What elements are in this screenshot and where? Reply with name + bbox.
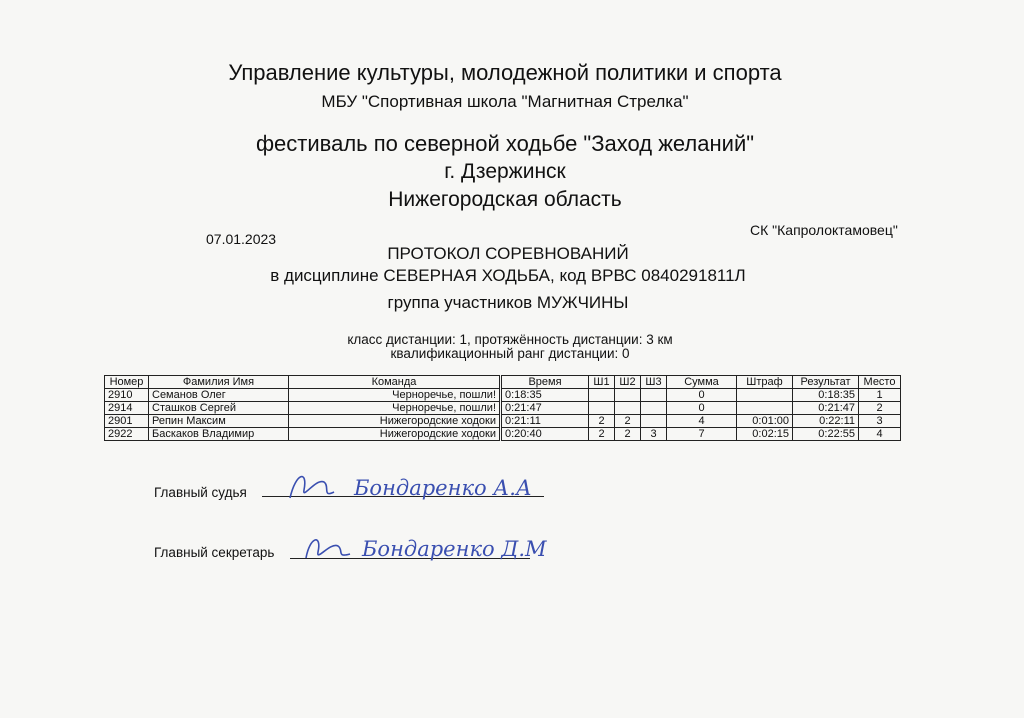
event-venue: СК "Капролоктамовец" xyxy=(750,222,898,238)
cell-penalty-stage-3 xyxy=(641,415,667,428)
cell-penalty-stage-1 xyxy=(589,402,615,415)
cell-penalty-stage-3: 3 xyxy=(641,428,667,441)
cell-fine: 0:02:15 xyxy=(737,428,793,441)
event-title: фестиваль по северной ходьбе "Заход желаний" xyxy=(255,131,755,156)
cell-result: 0:22:55 xyxy=(793,428,859,441)
cell-penalty-stage-2: 2 xyxy=(615,415,641,428)
cell-sum: 7 xyxy=(667,428,737,441)
cell-place: 1 xyxy=(859,389,901,402)
school-name: МБУ "Спортивная школа "Магнитная Стрелка" xyxy=(321,92,689,111)
cell-sum: 4 xyxy=(667,415,737,428)
chief-secretary-signature-text: Бондаренко Д.М xyxy=(362,537,547,561)
col-penalty-stage-3: Ш3 xyxy=(641,376,667,389)
col-name: Фамилия Имя xyxy=(149,376,289,389)
col-time: Время xyxy=(501,376,589,389)
col-place: Место xyxy=(859,376,901,389)
cell-penalty-stage-2 xyxy=(615,402,641,415)
chief-secretary-signature xyxy=(300,528,560,568)
col-penalty-stage-2: Ш2 xyxy=(615,376,641,389)
cell-name: Сташков Сергей xyxy=(149,402,289,415)
cell-fine xyxy=(737,389,793,402)
cell-number: 2901 xyxy=(105,415,149,428)
table-row xyxy=(105,428,901,441)
protocol-title: ПРОТОКОЛ СОРЕВНОВАНИЙ xyxy=(387,244,629,263)
cell-fine xyxy=(737,402,793,415)
col-sum: Сумма xyxy=(667,376,737,389)
cell-penalty-stage-1: 2 xyxy=(589,415,615,428)
chief-judge-signature xyxy=(282,468,572,508)
cell-time: 0:21:11 xyxy=(501,415,589,428)
col-result: Результат xyxy=(793,376,859,389)
cell-result: 0:18:35 xyxy=(793,389,859,402)
col-team: Команда xyxy=(289,376,501,389)
chief-judge-signature-text: Бондаренко А.А xyxy=(354,476,532,500)
cell-number: 2910 xyxy=(105,389,149,402)
table-row xyxy=(105,402,901,415)
cell-penalty-stage-3 xyxy=(641,402,667,415)
cell-sum: 0 xyxy=(667,402,737,415)
cell-team: Нижегородские ходоки xyxy=(289,415,501,428)
cell-team: Нижегородские ходоки xyxy=(289,428,501,441)
cell-number: 2914 xyxy=(105,402,149,415)
cell-name: Семанов Олег xyxy=(149,389,289,402)
protocol-group: группа участников МУЖЧИНЫ xyxy=(387,293,629,312)
cell-team: Черноречье, пошли! xyxy=(289,402,501,415)
cell-penalty-stage-3 xyxy=(641,389,667,402)
chief-judge-label: Главный судья xyxy=(154,485,247,500)
distance-rank: квалификационный ранг дистанции: 0 xyxy=(390,346,630,361)
cell-penalty-stage-1: 2 xyxy=(589,428,615,441)
cell-number: 2922 xyxy=(105,428,149,441)
table-row xyxy=(105,415,901,428)
cell-time: 0:21:47 xyxy=(501,402,589,415)
cell-team: Черноречье, пошли! xyxy=(289,389,501,402)
event-date: 07.01.2023 xyxy=(206,231,277,247)
organization-title: Управление культуры, молодежной политики и спорта xyxy=(228,60,782,85)
col-number: Номер xyxy=(105,376,149,389)
event-region: Нижегородская область xyxy=(388,188,622,211)
cell-penalty-stage-1 xyxy=(589,389,615,402)
table-header-row xyxy=(105,376,901,389)
distance-info: класс дистанции: 1, протяжённость дистанции: 3 км xyxy=(347,332,673,347)
chief-secretary-label: Главный секретарь xyxy=(154,545,275,560)
cell-result: 0:22:11 xyxy=(793,415,859,428)
col-fine: Штраф xyxy=(737,376,793,389)
protocol-discipline: в дисциплине СЕВЕРНАЯ ХОДЬБА, код ВРВС 0840291811Л xyxy=(270,266,746,285)
cell-place: 3 xyxy=(859,415,901,428)
event-city: г. Дзержинск xyxy=(444,160,566,183)
cell-time: 0:20:40 xyxy=(501,428,589,441)
cell-name: Баскаков Владимир xyxy=(149,428,289,441)
cell-time: 0:18:35 xyxy=(501,389,589,402)
col-penalty-stage-1: Ш1 xyxy=(589,376,615,389)
cell-place: 4 xyxy=(859,428,901,441)
cell-fine: 0:01:00 xyxy=(737,415,793,428)
cell-name: Репин Максим xyxy=(149,415,289,428)
cell-place: 2 xyxy=(859,402,901,415)
table-row xyxy=(105,389,901,402)
cell-penalty-stage-2 xyxy=(615,389,641,402)
cell-sum: 0 xyxy=(667,389,737,402)
cell-penalty-stage-2: 2 xyxy=(615,428,641,441)
results-table xyxy=(104,375,901,441)
cell-result: 0:21:47 xyxy=(793,402,859,415)
